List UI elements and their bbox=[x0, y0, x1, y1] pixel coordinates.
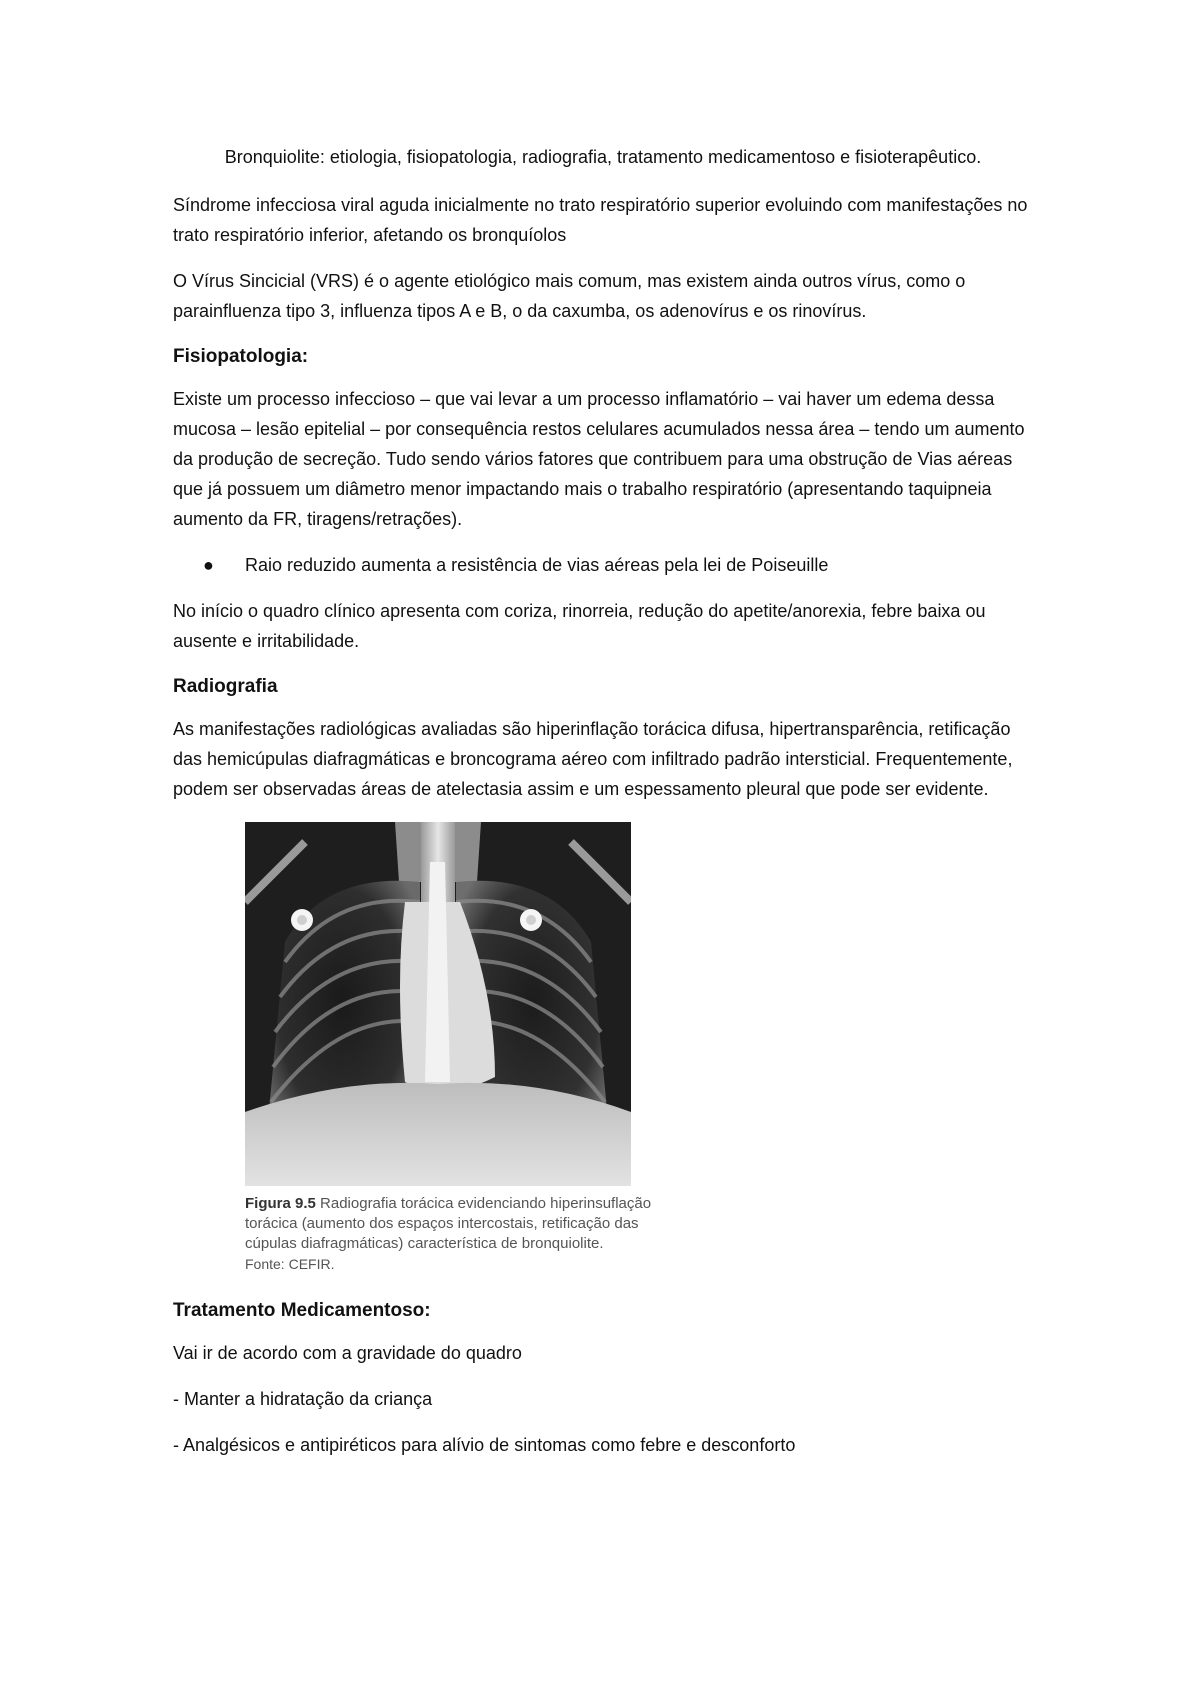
bullet-list bbox=[173, 550, 1033, 580]
intro-paragraph-1: Síndrome infecciosa viral aguda inicialmente no trato respiratório superior evoluindo com manifestações no trato respiratório inferior, afetando os bronquíolos bbox=[173, 195, 1028, 245]
clinical-paragraph: No início o quadro clínico apresenta com coriza, rinorreia, redução do apetite/anorexia, febre baixa ou ausente e irritabilidade. bbox=[173, 601, 986, 651]
section-heading-fisiopatologia: Fisiopatologia: bbox=[173, 346, 309, 367]
figure-label: Figura 9.5 bbox=[245, 1195, 316, 1212]
tratamento-item-2: - Analgésicos e antipiréticos para alívio de sintomas como febre e desconforto bbox=[173, 1435, 796, 1455]
figure-caption-text: Radiografia torácica evidenciando hiperinsuflação torácica (aumento dos espaços intercostais, retificação das cúpulas diafragmáticas) característica de bronquiolite. bbox=[245, 1195, 652, 1252]
figure-source: Fonte: CEFIR. bbox=[245, 1256, 335, 1272]
intro-paragraph-2: O Vírus Sincicial (VRS) é o agente etiológico mais comum, mas existem ainda outros vírus, como o parainfluenza tipo 3, influenza tipos A e B, o da caxumba, os adenovírus e os rinovírus. bbox=[173, 271, 966, 321]
document-title: Bronquiolite: etiologia, fisiopatologia, radiografia, tratamento medicamentoso e fisioterapêutico. bbox=[224, 147, 982, 167]
fisiopatologia-paragraph: Existe um processo infeccioso – que vai levar a um processo inflamatório – vai haver um edema dessa mucosa – lesão epitelial – por consequência restos celulares acumulados nessa área – tendo um aumento da produção de secreção. Tudo sendo vários fatores que contribuem para uma obstrução de Vias aéreas que já possuem um diâmetro menor impactando mais o trabalho respiratório (apresentando taquipneia aumento da FR, tiragens/retrações). bbox=[173, 389, 1025, 529]
list-item bbox=[203, 550, 1033, 580]
figure-caption bbox=[245, 1194, 685, 1254]
xray-figure bbox=[245, 822, 685, 1274]
bullet-icon: ● bbox=[203, 555, 214, 575]
document-content bbox=[173, 142, 1033, 1476]
bullet-text: Raio reduzido aumenta a resistência de vias aéreas pela lei de Poiseuille bbox=[245, 555, 829, 575]
tratamento-paragraph: Vai ir de acordo com a gravidade do quadro bbox=[173, 1343, 522, 1363]
tratamento-item-1: - Manter a hidratação da criança bbox=[173, 1389, 433, 1409]
radiografia-paragraph: As manifestações radiológicas avaliadas são hiperinflação torácica difusa, hipertransparência, retificação das hemicúpulas diafragmáticas e broncograma aéreo com infiltrado padrão intersticial. Frequentemente, podem ser observadas áreas de atelectasia assim e um espessamento pleural que pode ser evidente. bbox=[173, 719, 1013, 799]
section-heading-tratamento: Tratamento Medicamentoso: bbox=[173, 1300, 431, 1321]
section-heading-radiografia: Radiografia bbox=[173, 676, 278, 697]
chest-xray-image bbox=[245, 822, 631, 1186]
